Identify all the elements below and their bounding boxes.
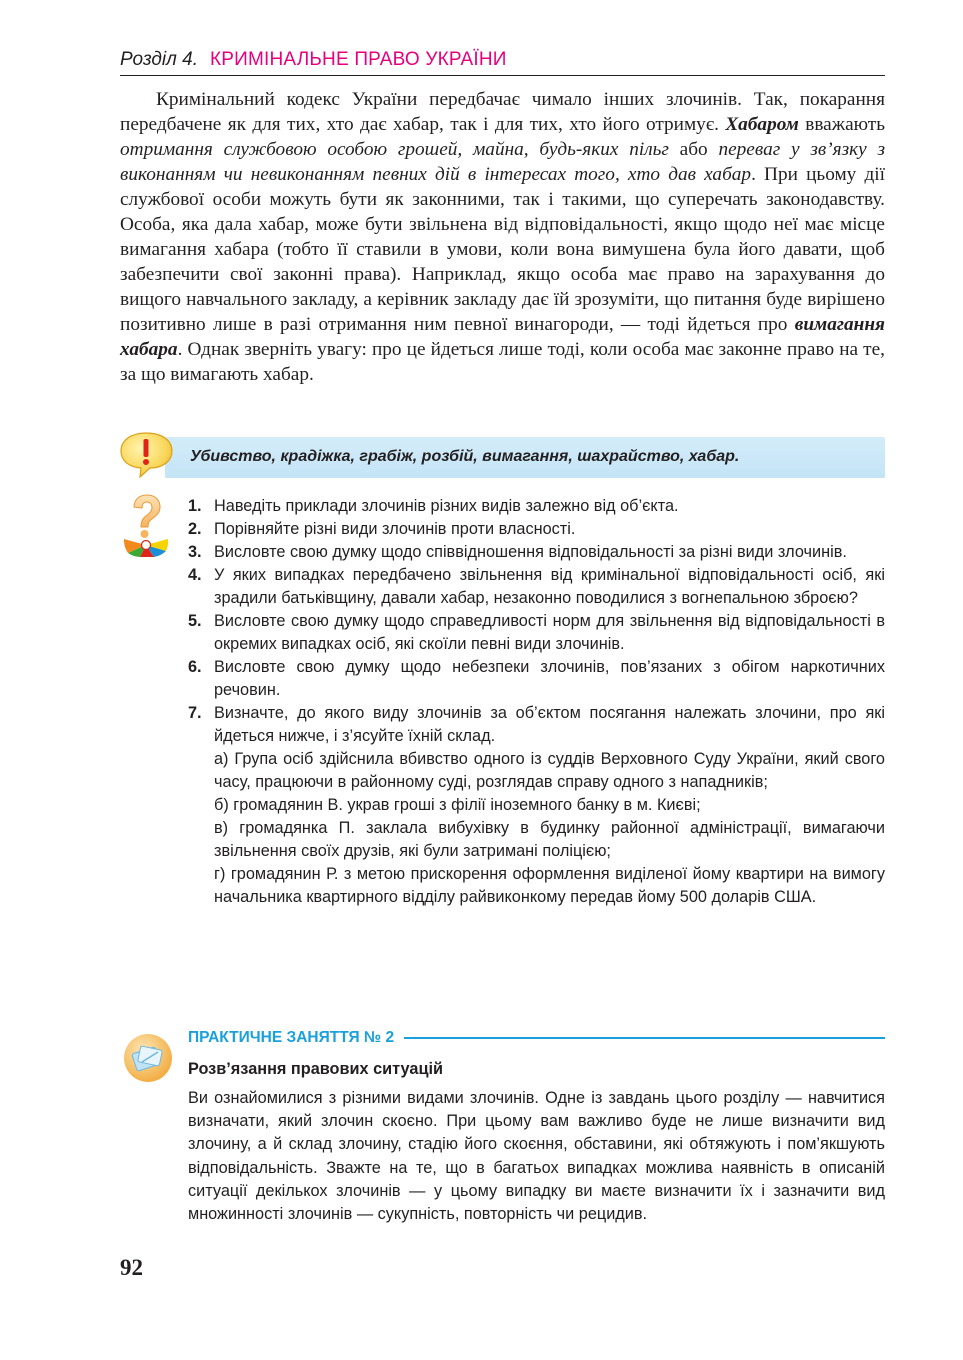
question-subitem: г) громадянин Р. з метою прискорення оформлення виділеної йому квартири на вимогу начальника квартирного відділу райвиконкому передав йому 500 доларів США. [214, 865, 885, 906]
main-paragraph [120, 87, 885, 387]
question-subitem: в) громадянка П. заклала вибухівку в будинку районної адміністрації, вимагаючи звільнення своїх друзів, які були затримані поліцією; [214, 819, 885, 860]
definition-text: переваг у зв’язку з виконанням чи невиконанням певних дій в інтересах того, хто дав хабар [120, 139, 886, 185]
question-mark-icon [120, 493, 172, 557]
practice-notes-icon [122, 1032, 174, 1084]
practice-heading [188, 1026, 885, 1050]
question-text: Висловте свою думку щодо небезпеки злочинів, пов’язаних з обігом наркотичних речовин. [214, 658, 885, 699]
question-number: 4. [188, 566, 202, 584]
question-text: Наведіть приклади злочинів різних видів залежно від об’єкта. [214, 497, 679, 515]
question-text: Висловте свою думку щодо справедливості норм для звільнення від відповідальності в окремих випадках осіб, які скоїли певні види злочинів. [214, 612, 885, 653]
keywords-text: Убивство, крадіжка, грабіж, розбій, вимагання, шахрайство, хабар. [190, 448, 740, 465]
paragraph-text: . Однак зверніть увагу: про це йдеться лише тоді, коли особа має законне право на те, за що вимагають хабар. [120, 339, 885, 385]
section-title: КРИМІНАЛЬНЕ ПРАВО УКРАЇНИ [210, 49, 507, 70]
question-subitem: а) Група осіб здійснила вбивство одного із суддів Верховного Суду України, який свого часу, працюючи в районному суді, розглядав справу одного з нападників; [214, 750, 885, 791]
question-item [188, 541, 885, 564]
paragraph-text: вважають [798, 114, 885, 135]
practice-label: ПРАКТИЧНЕ ЗАНЯТТЯ № 2 [188, 1029, 395, 1046]
question-item [188, 564, 885, 610]
questions-list [188, 495, 885, 909]
practice-divider [404, 1037, 885, 1039]
question-number: 2. [188, 520, 202, 538]
question-subitem: б) громадянин В. украв гроші з філії іноземного банку в м. Києві; [214, 796, 701, 814]
question-number: 6. [188, 658, 202, 676]
question-item [188, 495, 885, 518]
exclamation-bubble-icon [118, 430, 174, 480]
question-item [188, 702, 885, 909]
question-number: 7. [188, 704, 202, 722]
paragraph-text: . При цьому дії службової особи можуть бути як законними, так і такими, що суперечать законодавству. Особа, яка дала хабар, може бути звільнена від відповідальності, якщо щодо неї має місце вимагання хабара (тобто її ставили в умови, коли вона вимушена була його давати, щоб забезпечити свої законні права). Наприклад, якщо особа має право на зарахування до вищого навчального закладу, а керівник закладу дає їй зрозуміти, що питання буде вирішено позитивно лише в разі отримання ним певної винагороди, — тоді йдеться про [120, 164, 885, 335]
question-number: 5. [188, 612, 202, 630]
page-number: 92 [120, 1255, 143, 1280]
term-bribe: Хабаром [725, 114, 799, 135]
paragraph-text: або [668, 139, 719, 160]
section-label: Розділ 4. [120, 49, 198, 70]
term-extortion: вимагання хабара [120, 314, 885, 360]
question-number: 1. [188, 497, 202, 515]
question-item [188, 656, 885, 702]
definition-text: отримання службовою особою грошей, майна, будь-яких пільг [120, 139, 669, 160]
page-header [120, 46, 885, 76]
question-text: Визначте, до якого виду злочинів за об’єктом посягання належать злочини, про які йдеться нижче, і з’ясуйте їхній склад. [214, 704, 885, 745]
question-text: У яких випадках передбачено звільнення від кримінальної відповідальності осіб, які зрадили батьківщину, давали хабар, незаконно поводилися з вогнепальною зброєю? [214, 566, 885, 607]
question-item [188, 518, 885, 541]
question-number: 3. [188, 543, 202, 561]
practice-subtitle: Розв’язання правових ситуацій [188, 1060, 443, 1078]
question-text: Висловте свою думку щодо співвідношення відповідальності за різні види злочинів. [214, 543, 847, 561]
practice-text: Ви ознайомилися з різними видами злочинів. Одне із завдань цього розділу — навчитися визначати, який злочин скоєно. При цьому вам важливо буде не лише визначити вид злочину, а й склад злочину, стадію його скоєння, обставини, які обтяжують і пом’якшують відповідальність. Зважте на те, що в багатьох випадках можлива наявність в описаній ситуації декількох злочинів — у цьому випадку ви маєте визначити їх і зазначити вид множинності злочинів — сукупність, повторність чи рецидив. [188, 1089, 885, 1224]
question-item [188, 610, 885, 656]
paragraph-text: Кримінальний кодекс України передбачає чимало інших злочинів. Так, покарання передбачене як для тих, хто дає хабар, так і для тих, хто його отримує. [120, 89, 885, 135]
question-text: Порівняйте різні види злочинів проти власності. [214, 520, 576, 538]
